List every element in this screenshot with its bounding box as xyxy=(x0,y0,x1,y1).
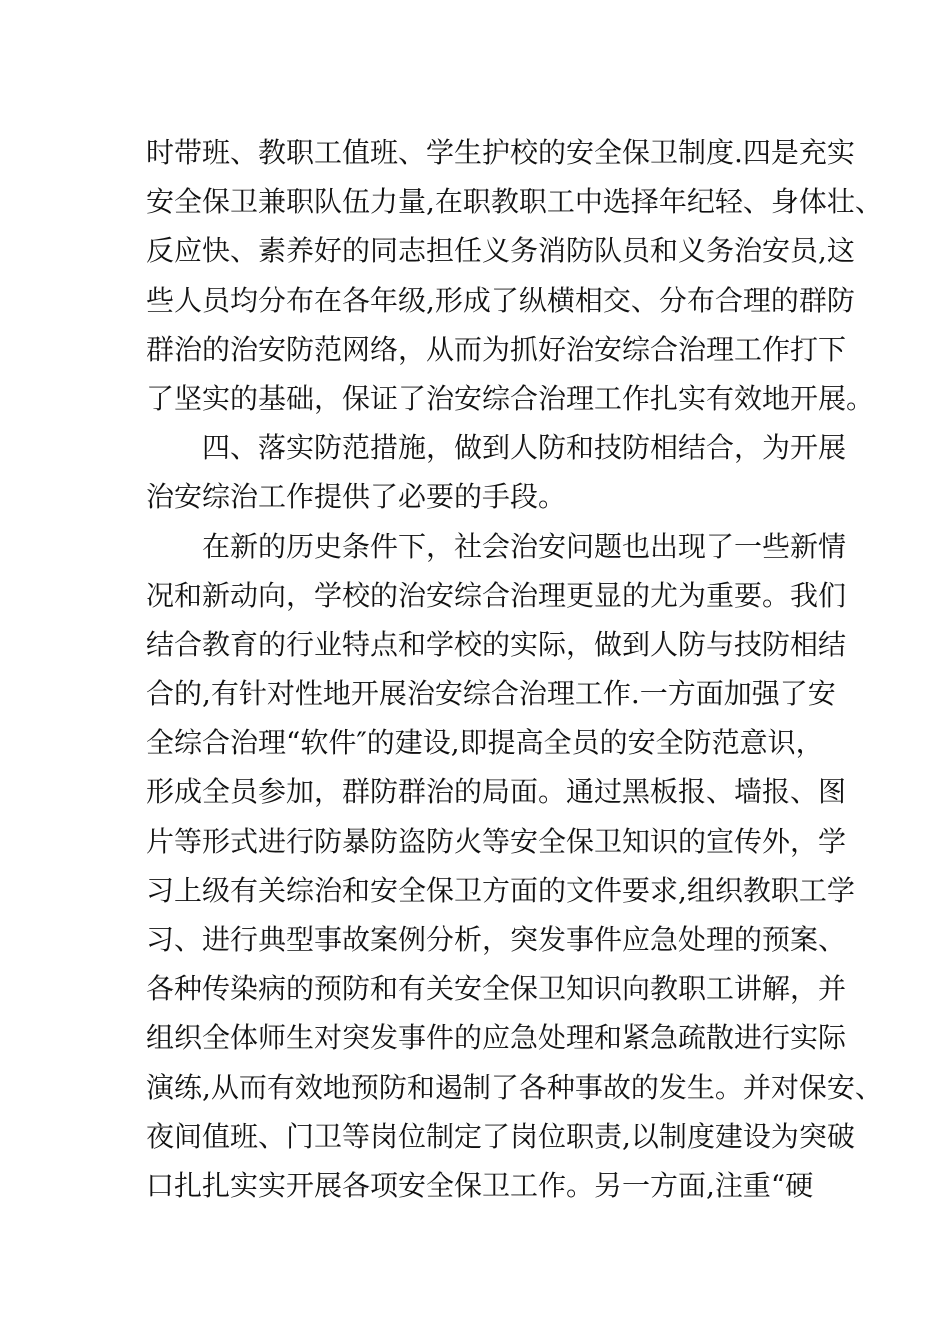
text-line: 形成全员参加，群防群治的局面。通过黑板报、墙报、图 xyxy=(146,775,847,809)
text-line: 了坚实的基础，保证了治安综合治理工作扎实有效地开展。 xyxy=(146,381,875,415)
section-heading-line: 治安综治工作提供了必要的手段。 xyxy=(146,480,567,514)
text-line: 习上级有关综治和安全保卫方面的文件要求,组织教职工学 xyxy=(146,873,855,907)
text-line: 合的,有针对性地开展治安综合治理工作.一方面加强了安 xyxy=(146,677,836,711)
text-line: 群治的治安防范网络，从而为抓好治安综合治理工作打下 xyxy=(146,332,847,366)
text-line: 演练,从而有效地预防和遏制了各种事故的发生。并对保安、 xyxy=(146,1070,883,1104)
text-line: 口扎扎实实开展各项安全保卫工作。另一方面,注重“硬 xyxy=(146,1168,814,1202)
text-line: 各种传染病的预防和有关安全保卫知识向教职工讲解，并 xyxy=(146,972,847,1006)
text-line: 况和新动向，学校的治安综合治理更显的尤为重要。我们 xyxy=(146,578,847,612)
section-heading-line: 四、落实防范措施，做到人防和技防相结合，为开展 xyxy=(202,431,847,465)
text-line: 时带班、教职工值班、学生护校的安全保卫制度.四是充实 xyxy=(146,136,855,169)
text-line: 结合教育的行业特点和学校的实际，做到人防与技防相结 xyxy=(146,627,847,661)
text-line: 组织全体师生对突发事件的应急处理和紧急疏散进行实际 xyxy=(146,1021,847,1055)
text-line: 习、进行典型事故案例分析，突发事件应急处理的预案、 xyxy=(146,923,847,956)
text-line: 安全保卫兼职队伍力量,在职教职工中选择年纪轻、身体壮、 xyxy=(146,185,883,219)
text-line: 反应快、素养好的同志担任义务消防队员和义务治安员,这 xyxy=(146,234,855,268)
text-line: 在新的历史条件下，社会治安问题也出现了一些新情 xyxy=(202,529,847,563)
text-line: 夜间值班、门卫等岗位制定了岗位职责,以制度建设为突破 xyxy=(146,1119,855,1153)
text-line: 全综合治理“软件″的建设,即提高全员的安全防范意识， xyxy=(146,726,824,760)
body-text xyxy=(146,128,883,1210)
text-line: 片等形式进行防暴防盗防火等安全保卫知识的宣传外，学 xyxy=(146,824,847,858)
text-line: 些人员均分布在各年级,形成了纵横相交、分布合理的群防 xyxy=(146,283,855,317)
